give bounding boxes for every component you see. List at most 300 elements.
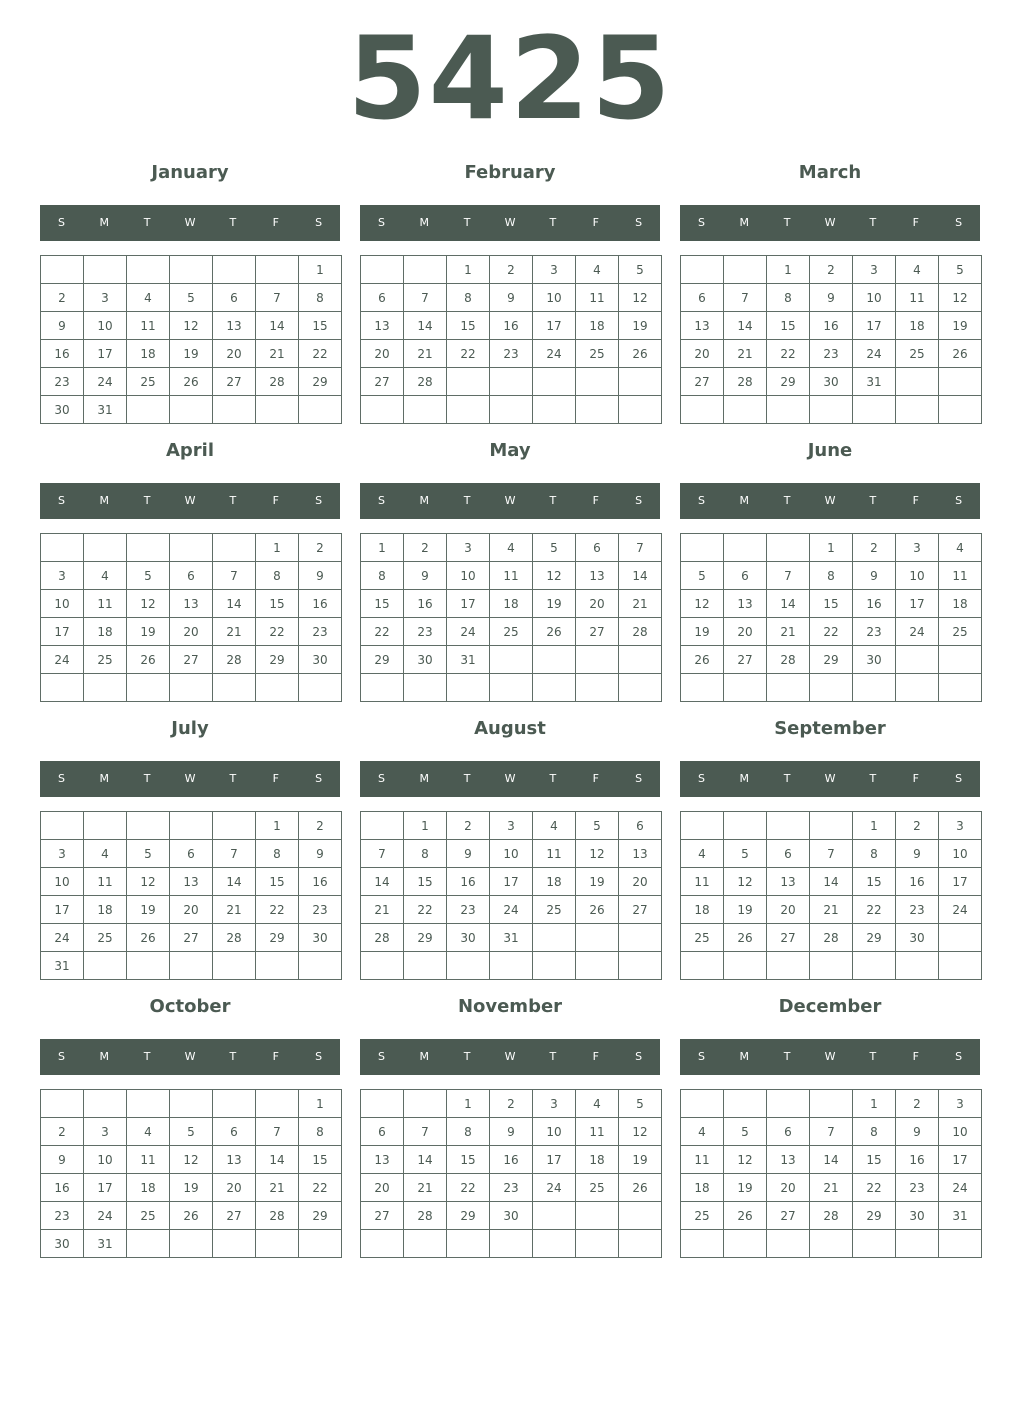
week-row <box>41 1202 342 1230</box>
day-cell: 8 <box>256 840 299 868</box>
week-row <box>41 1174 342 1202</box>
weekday-label: M <box>739 494 750 507</box>
day-cell: 6 <box>767 840 810 868</box>
day-cell: 26 <box>939 340 982 368</box>
day-cell: 14 <box>361 868 404 896</box>
day-grid <box>360 533 662 702</box>
day-cell: 18 <box>84 618 127 646</box>
day-cell <box>213 1090 256 1118</box>
day-cell <box>361 1090 404 1118</box>
weekday-label: S <box>377 216 385 229</box>
day-cell: 27 <box>361 1202 404 1230</box>
weekday-header <box>680 205 980 241</box>
day-cell: 5 <box>170 1118 213 1146</box>
day-cell: 1 <box>853 1090 896 1118</box>
weekday-label: T <box>783 216 791 229</box>
weekday-label: S <box>315 772 323 785</box>
day-cell: 7 <box>810 1118 853 1146</box>
day-cell: 30 <box>41 396 84 424</box>
day-cell: 30 <box>299 646 342 674</box>
day-cell <box>41 1090 84 1118</box>
day-cell: 9 <box>853 562 896 590</box>
weekday-label: T <box>229 216 237 229</box>
day-cell: 26 <box>724 1202 767 1230</box>
day-cell <box>896 396 939 424</box>
day-cell: 20 <box>619 868 662 896</box>
day-cell: 2 <box>299 534 342 562</box>
week-row <box>681 896 982 924</box>
week-row <box>361 562 662 590</box>
day-cell: 22 <box>447 1174 490 1202</box>
month-name: April <box>165 440 215 461</box>
day-cell: 5 <box>127 562 170 590</box>
day-cell <box>724 1090 767 1118</box>
day-cell: 28 <box>256 368 299 396</box>
day-cell: 10 <box>533 284 576 312</box>
day-cell <box>767 1230 810 1258</box>
weekday-label: F <box>592 1050 599 1063</box>
day-cell: 13 <box>361 1146 404 1174</box>
day-cell: 7 <box>724 284 767 312</box>
day-cell: 4 <box>681 1118 724 1146</box>
weekday-label: W <box>824 772 836 785</box>
day-cell <box>681 952 724 980</box>
weekday-label: W <box>504 494 516 507</box>
weekday-label: S <box>955 772 963 785</box>
day-cell: 8 <box>256 562 299 590</box>
day-cell: 17 <box>533 312 576 340</box>
day-cell: 23 <box>299 896 342 924</box>
weekday-label: M <box>99 494 110 507</box>
day-grid <box>40 533 342 702</box>
weekday-label: S <box>315 494 323 507</box>
day-grid <box>40 1089 342 1258</box>
week-row <box>681 1230 982 1258</box>
day-cell <box>213 1230 256 1258</box>
day-cell <box>896 1230 939 1258</box>
day-cell: 27 <box>213 1202 256 1230</box>
day-cell: 9 <box>41 312 84 340</box>
week-row <box>41 1230 342 1258</box>
day-cell: 4 <box>127 1118 170 1146</box>
day-cell: 18 <box>576 1146 619 1174</box>
day-cell: 7 <box>361 840 404 868</box>
day-cell: 4 <box>490 534 533 562</box>
day-cell <box>619 368 662 396</box>
day-cell: 2 <box>299 812 342 840</box>
day-cell <box>767 952 810 980</box>
weekday-label: W <box>824 216 836 229</box>
weekday-label: F <box>912 494 919 507</box>
day-cell: 16 <box>896 868 939 896</box>
weekday-header <box>40 761 340 797</box>
day-cell: 25 <box>533 896 576 924</box>
day-cell: 7 <box>213 840 256 868</box>
day-cell: 13 <box>170 590 213 618</box>
week-row <box>361 590 662 618</box>
day-cell: 6 <box>724 562 767 590</box>
week-row <box>681 256 982 284</box>
day-cell: 23 <box>447 896 490 924</box>
day-cell: 19 <box>619 1146 662 1174</box>
week-row <box>681 396 982 424</box>
day-cell <box>619 1230 662 1258</box>
day-cell: 11 <box>681 868 724 896</box>
day-cell: 25 <box>576 1174 619 1202</box>
day-cell: 19 <box>681 618 724 646</box>
day-cell: 26 <box>127 646 170 674</box>
day-cell: 20 <box>767 896 810 924</box>
weekday-label: S <box>315 1050 323 1063</box>
day-cell: 10 <box>939 1118 982 1146</box>
weekday-label: T <box>463 494 471 507</box>
day-grid <box>680 1089 982 1258</box>
month-name: December <box>778 996 882 1017</box>
day-cell <box>256 256 299 284</box>
week-row <box>361 340 662 368</box>
day-cell: 18 <box>896 312 939 340</box>
day-cell <box>810 1230 853 1258</box>
day-cell: 12 <box>170 1146 213 1174</box>
day-cell: 11 <box>84 590 127 618</box>
day-cell: 14 <box>810 1146 853 1174</box>
weekday-label: W <box>504 772 516 785</box>
day-cell: 28 <box>404 1202 447 1230</box>
day-cell: 5 <box>681 562 724 590</box>
day-cell: 21 <box>810 896 853 924</box>
day-cell: 24 <box>490 896 533 924</box>
day-cell: 31 <box>84 1230 127 1258</box>
day-cell: 22 <box>299 1174 342 1202</box>
day-cell: 15 <box>361 590 404 618</box>
day-cell: 5 <box>127 840 170 868</box>
week-row <box>681 840 982 868</box>
day-cell: 8 <box>299 284 342 312</box>
day-grid <box>40 811 342 980</box>
week-row <box>681 1118 982 1146</box>
weekday-label: M <box>419 494 430 507</box>
day-cell: 25 <box>896 340 939 368</box>
day-cell: 1 <box>299 1090 342 1118</box>
day-cell <box>681 812 724 840</box>
day-cell <box>170 256 213 284</box>
weekday-label: S <box>697 772 705 785</box>
day-cell: 9 <box>404 562 447 590</box>
day-cell: 1 <box>361 534 404 562</box>
day-cell <box>576 396 619 424</box>
day-cell: 16 <box>404 590 447 618</box>
day-cell: 21 <box>724 340 767 368</box>
day-cell <box>256 1230 299 1258</box>
day-cell: 7 <box>256 1118 299 1146</box>
day-cell <box>576 368 619 396</box>
day-cell <box>170 1230 213 1258</box>
weekday-label: T <box>463 216 471 229</box>
week-row <box>681 312 982 340</box>
day-cell: 24 <box>84 1202 127 1230</box>
day-cell: 27 <box>170 646 213 674</box>
day-cell: 22 <box>447 340 490 368</box>
day-cell: 17 <box>84 1174 127 1202</box>
day-cell: 4 <box>896 256 939 284</box>
day-cell: 28 <box>404 368 447 396</box>
day-cell: 26 <box>619 340 662 368</box>
day-cell: 29 <box>853 1202 896 1230</box>
day-cell: 9 <box>447 840 490 868</box>
day-cell: 18 <box>533 868 576 896</box>
day-cell <box>404 256 447 284</box>
day-cell: 6 <box>576 534 619 562</box>
day-cell: 19 <box>724 896 767 924</box>
day-cell <box>810 812 853 840</box>
day-cell: 22 <box>404 896 447 924</box>
day-cell: 27 <box>170 924 213 952</box>
day-cell <box>767 396 810 424</box>
day-cell <box>724 256 767 284</box>
weekday-label: S <box>315 216 323 229</box>
weekday-label: F <box>272 494 279 507</box>
day-cell: 13 <box>213 312 256 340</box>
day-cell: 28 <box>810 1202 853 1230</box>
day-cell <box>41 534 84 562</box>
week-row <box>361 1230 662 1258</box>
day-cell: 22 <box>767 340 810 368</box>
weekday-label: F <box>912 216 919 229</box>
day-cell: 20 <box>767 1174 810 1202</box>
weekday-label: S <box>57 494 65 507</box>
day-cell: 2 <box>447 812 490 840</box>
day-cell: 3 <box>84 1118 127 1146</box>
day-cell: 3 <box>84 284 127 312</box>
day-cell <box>170 396 213 424</box>
day-cell <box>41 256 84 284</box>
weekday-label: T <box>549 216 557 229</box>
weekday-header <box>360 761 660 797</box>
day-cell: 18 <box>681 896 724 924</box>
day-cell: 19 <box>533 590 576 618</box>
week-row <box>681 1174 982 1202</box>
week-row <box>361 868 662 896</box>
day-cell: 18 <box>127 1174 170 1202</box>
week-row <box>361 534 662 562</box>
day-cell <box>853 952 896 980</box>
day-cell: 24 <box>896 618 939 646</box>
day-cell: 8 <box>361 562 404 590</box>
day-cell: 13 <box>619 840 662 868</box>
weekday-label: W <box>184 772 196 785</box>
day-cell: 24 <box>41 924 84 952</box>
day-cell <box>576 646 619 674</box>
day-cell: 28 <box>361 924 404 952</box>
day-cell: 2 <box>41 284 84 312</box>
day-cell: 20 <box>576 590 619 618</box>
day-cell <box>361 674 404 702</box>
weekday-label: W <box>184 216 196 229</box>
day-cell <box>299 396 342 424</box>
day-cell: 18 <box>127 340 170 368</box>
weekday-label: M <box>99 772 110 785</box>
day-cell: 4 <box>533 812 576 840</box>
week-row <box>361 256 662 284</box>
day-cell: 8 <box>853 840 896 868</box>
day-cell: 18 <box>490 590 533 618</box>
day-cell: 31 <box>84 396 127 424</box>
day-cell: 31 <box>41 952 84 980</box>
week-row <box>41 534 342 562</box>
day-cell <box>404 1230 447 1258</box>
day-cell <box>127 1090 170 1118</box>
day-cell <box>41 812 84 840</box>
day-cell: 23 <box>853 618 896 646</box>
day-cell: 13 <box>724 590 767 618</box>
weekday-header <box>40 205 340 241</box>
day-cell: 29 <box>361 646 404 674</box>
weekday-label: T <box>463 772 471 785</box>
day-cell: 27 <box>361 368 404 396</box>
day-cell: 7 <box>404 284 447 312</box>
day-cell: 26 <box>170 1202 213 1230</box>
day-cell: 24 <box>533 1174 576 1202</box>
weekday-label: W <box>504 1050 516 1063</box>
week-row <box>41 674 342 702</box>
day-cell: 21 <box>810 1174 853 1202</box>
day-cell: 20 <box>170 618 213 646</box>
week-row <box>41 256 342 284</box>
day-cell: 29 <box>810 646 853 674</box>
day-cell: 30 <box>299 924 342 952</box>
day-cell <box>681 1230 724 1258</box>
day-cell: 20 <box>213 1174 256 1202</box>
day-cell <box>256 1090 299 1118</box>
day-cell: 5 <box>939 256 982 284</box>
day-cell <box>619 674 662 702</box>
day-cell <box>681 396 724 424</box>
day-cell: 10 <box>533 1118 576 1146</box>
day-cell: 30 <box>810 368 853 396</box>
day-cell <box>127 396 170 424</box>
day-cell: 24 <box>447 618 490 646</box>
weekday-header <box>40 1039 340 1075</box>
day-cell: 5 <box>724 1118 767 1146</box>
weekday-label: M <box>739 1050 750 1063</box>
day-cell: 20 <box>361 340 404 368</box>
day-cell: 12 <box>533 562 576 590</box>
day-cell: 10 <box>939 840 982 868</box>
day-cell <box>724 396 767 424</box>
week-row <box>41 952 342 980</box>
day-cell: 12 <box>681 590 724 618</box>
day-cell <box>490 368 533 396</box>
day-cell: 12 <box>724 868 767 896</box>
day-cell: 15 <box>767 312 810 340</box>
day-cell: 4 <box>127 284 170 312</box>
day-cell <box>447 952 490 980</box>
day-grid <box>360 255 662 424</box>
day-cell: 22 <box>299 340 342 368</box>
weekday-label: S <box>955 1050 963 1063</box>
weekday-label: S <box>955 494 963 507</box>
week-row <box>681 284 982 312</box>
day-cell: 21 <box>404 340 447 368</box>
day-cell: 8 <box>447 284 490 312</box>
month-name: May <box>489 440 531 461</box>
day-cell: 10 <box>84 312 127 340</box>
day-cell: 26 <box>681 646 724 674</box>
week-row <box>41 896 342 924</box>
day-cell: 25 <box>84 924 127 952</box>
day-cell: 17 <box>84 340 127 368</box>
day-cell: 23 <box>896 896 939 924</box>
day-cell: 10 <box>490 840 533 868</box>
day-cell: 3 <box>853 256 896 284</box>
day-cell: 21 <box>256 340 299 368</box>
day-cell: 6 <box>361 284 404 312</box>
day-cell <box>170 1090 213 1118</box>
month-name: November <box>457 996 563 1017</box>
week-row <box>41 368 342 396</box>
day-cell: 28 <box>256 1202 299 1230</box>
day-cell: 25 <box>127 1202 170 1230</box>
weekday-label: T <box>869 216 877 229</box>
day-cell: 25 <box>681 1202 724 1230</box>
weekday-label: M <box>739 216 750 229</box>
day-cell: 5 <box>619 256 662 284</box>
day-cell: 17 <box>41 896 84 924</box>
day-cell: 24 <box>84 368 127 396</box>
day-cell: 23 <box>404 618 447 646</box>
day-cell <box>724 952 767 980</box>
day-cell: 28 <box>213 924 256 952</box>
day-cell: 29 <box>299 1202 342 1230</box>
day-cell: 25 <box>939 618 982 646</box>
day-grid <box>680 533 982 702</box>
day-cell: 26 <box>619 1174 662 1202</box>
weekday-label: F <box>272 772 279 785</box>
day-cell: 15 <box>256 868 299 896</box>
day-cell: 1 <box>767 256 810 284</box>
day-cell <box>127 534 170 562</box>
day-cell: 17 <box>41 618 84 646</box>
day-cell <box>490 674 533 702</box>
weekday-label: T <box>143 494 151 507</box>
week-row <box>681 1202 982 1230</box>
day-cell: 2 <box>404 534 447 562</box>
week-row <box>41 840 342 868</box>
day-cell <box>767 674 810 702</box>
day-cell: 24 <box>41 646 84 674</box>
day-cell <box>533 1202 576 1230</box>
day-cell <box>939 674 982 702</box>
day-cell: 7 <box>404 1118 447 1146</box>
day-cell: 27 <box>681 368 724 396</box>
day-cell: 14 <box>213 590 256 618</box>
day-cell: 6 <box>213 284 256 312</box>
day-cell <box>84 1090 127 1118</box>
day-cell: 23 <box>810 340 853 368</box>
day-cell: 15 <box>853 868 896 896</box>
day-cell: 9 <box>490 1118 533 1146</box>
month-name: February <box>464 162 556 183</box>
day-cell: 3 <box>939 1090 982 1118</box>
day-cell <box>361 952 404 980</box>
day-cell: 17 <box>853 312 896 340</box>
day-cell <box>939 1230 982 1258</box>
weekday-label: S <box>635 494 643 507</box>
day-cell <box>404 396 447 424</box>
week-row <box>361 1090 662 1118</box>
day-cell: 5 <box>533 534 576 562</box>
weekday-label: T <box>869 494 877 507</box>
